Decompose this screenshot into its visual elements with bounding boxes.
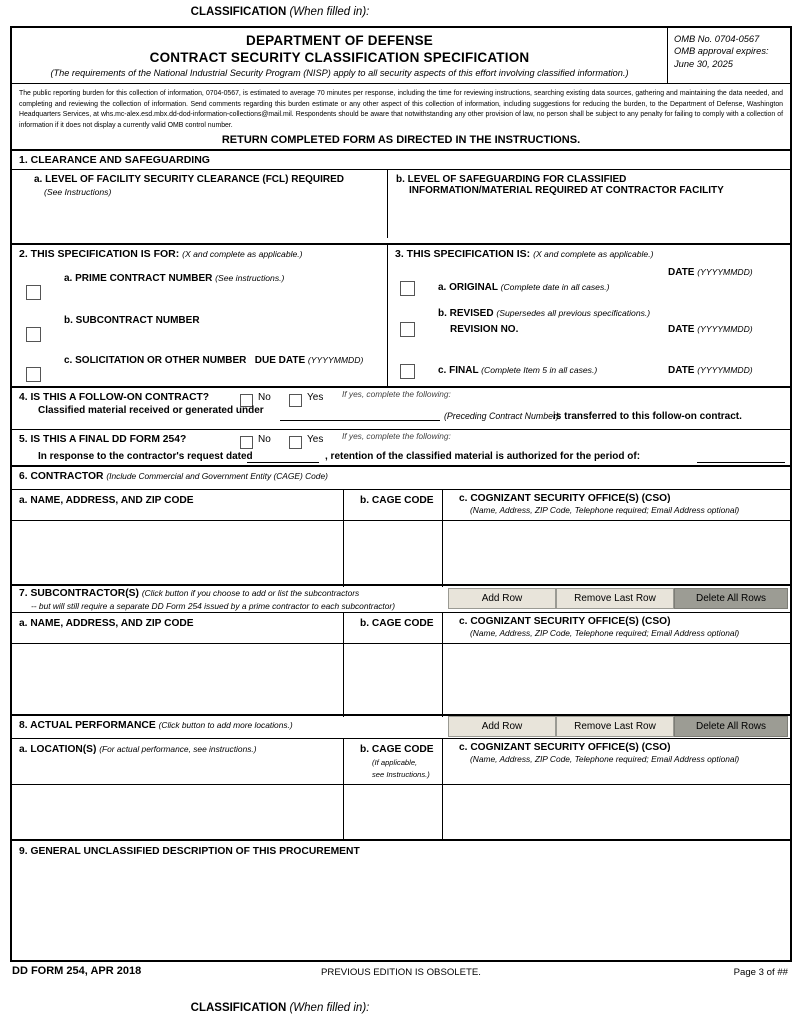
section-8 [12,716,790,841]
follow-on-yes-checkbox[interactable] [289,392,302,410]
section-8-col-b-header: b. CAGE CODE [360,743,434,755]
contractor-cage-code-field[interactable] [344,521,442,587]
subcontractor-name-address-field[interactable] [12,644,343,717]
form-body [10,26,792,962]
performance-location-field[interactable] [12,785,343,841]
contractor-cso-field[interactable] [443,521,790,587]
section-1b-label: b. LEVEL OF SAFEGUARDING FOR CLASSIFIED [396,173,627,185]
section-8-delete-all-rows-button[interactable]: Delete All Rows [674,716,788,737]
form-footer [10,965,792,985]
form-title-block [12,28,668,83]
section-8-header [12,716,790,739]
procurement-description-field[interactable] [12,861,790,962]
section-6-header [12,467,790,490]
section-4-trailing: is transferred to this follow-on contract. [553,410,742,422]
section-2-title-note: (X and complete as applicable.) [182,248,303,259]
section-7-add-row-button[interactable]: Add Row [448,588,556,609]
section-1b-label-line2: INFORMATION/MATERIAL REQUIRED AT CONTRACTOR FACILITY [409,184,724,196]
agency-name: DEPARTMENT OF DEFENSE [246,33,433,48]
section-4 [12,388,790,430]
section-1a-fcl-level[interactable] [12,170,388,238]
section-3c-date-label: DATE (YYYYMMDD) [668,364,753,376]
section-7-col-b-header: b. CAGE CODE [360,617,434,629]
classification-label-bottom: CLASSIFICATION [190,1002,287,1014]
section-4-if-yes-note: If yes, complete the following: [342,388,451,399]
solicitation-checkbox[interactable] [26,367,41,387]
final-254-no-label: No [258,433,271,445]
section-8-col-b-note1: (If applicable, [372,757,418,767]
preceding-contract-note: (Preceding Contract Number) [444,410,559,421]
classification-note: (When filled in): [289,6,370,18]
section-8-col-a-note: (For actual performance, see instructions.) [99,743,257,754]
section-7-remove-last-row-button[interactable]: Remove Last Row [556,588,674,609]
section-1 [12,151,790,245]
form-id: DD FORM 254, APR 2018 [12,965,142,977]
section-8-col-a-header: a. LOCATION(S) (For actual performance, see instructions.) [19,743,257,755]
section-8-col-c-note: (Name, Address, ZIP Code, Telephone required; Email Address optional) [470,753,740,764]
section-3-title: 3. THIS SPECIFICATION IS: (X and complete as applicable.) [395,247,654,260]
section-3c-label: c. FINAL (Complete Item 5 in all cases.) [438,364,598,376]
follow-on-yes-label: Yes [307,391,324,403]
section-3b-date-label: DATE (YYYYMMDD) [668,323,753,335]
section-6-col-a-header: a. NAME, ADDRESS, AND ZIP CODE [19,494,194,506]
final-254-no-checkbox[interactable] [240,434,253,452]
section-2c-label: c. SOLICITATION OR OTHER NUMBER DUE DATE (YYYYMMDD) [64,354,364,366]
section-5-line2: In response to the contractor's request dated [38,450,253,462]
section-7 [12,586,790,716]
section-8-data-area [12,785,790,841]
section-8-remove-last-row-button[interactable]: Remove Last Row [556,716,674,737]
section-8-title-note: (Click button to add more locations.) [158,719,293,730]
return-instruction: RETURN COMPLETED FORM AS DIRECTED IN THE INSTRUCTIONS. [221,133,581,146]
section-2 [12,245,388,386]
burden-paragraph: The public reporting burden for this collection of information, 0704-0567, is estimated to average 70 minutes per response, including the time for reviewing instructions, searching existing data sources, gathering and maintaining the data needed, and completing and reviewing the collection of information. Send comments regarding this burden estimate or any other aspect of this collection of information, including suggestions for reducing the burden, to the Department of Defense, Washington Headquarters Services, at whs.mc-alex.esd.mbx.dd-dod-information-collections@mail.mil. Respondents should be aware that notwithstanding any other provision of law, no person shall be subject to any penalty for failing to comply with a collection of information if it does not display a currently valid OMB control number. [19,90,783,130]
section-3 [388,245,790,386]
section-7-button-bar [448,588,788,609]
final-checkbox[interactable] [400,364,415,384]
section-2-title: 2. THIS SPECIFICATION IS FOR: (X and complete as applicable.) [19,247,303,260]
final-254-yes-checkbox[interactable] [289,434,302,452]
section-2a-label: a. PRIME CONTRACT NUMBER (See instructions.) [64,272,285,284]
section-8-col-b-note2: see Instructions.) [372,769,430,779]
prime-contract-checkbox[interactable] [26,285,41,305]
section-1-title: 1. CLEARANCE AND SAFEGUARDING [19,153,210,166]
section-7-column-headers [12,613,790,644]
section-3a-label: a. ORIGINAL (Complete date in all cases.) [438,281,610,293]
revision-no-label: REVISION NO. [450,323,519,335]
classification-label: CLASSIFICATION [190,6,287,18]
request-date-field[interactable] [247,462,319,463]
section-2-3-row [12,245,790,388]
section-1-body [12,169,790,238]
section-9-title: 9. GENERAL UNCLASSIFIED DESCRIPTION OF THIS PROCUREMENT [19,845,360,857]
preceding-contract-number-field[interactable] [280,420,440,421]
section-1a-note: (See Instructions) [44,186,112,197]
section-4-line2: Classified material received or generated under [38,404,264,416]
section-6 [12,467,790,586]
section-7-header [12,586,790,613]
burden-statement [12,84,790,151]
classification-header-bottom [0,1002,560,1014]
section-5 [12,430,790,467]
section-8-column-headers [12,739,790,785]
section-8-button-bar [448,716,788,737]
classification-header-top [0,6,560,18]
omb-expires-label: OMB approval expires: [674,46,769,57]
classification-note-bottom: (When filled in): [289,1002,370,1014]
section-6-col-c-header: c. COGNIZANT SECURITY OFFICE(S) (CSO) [459,492,671,504]
performance-cso-field[interactable] [443,785,790,841]
section-6-column-headers [12,490,790,521]
section-7-col-c-header: c. COGNIZANT SECURITY OFFICE(S) (CSO) [459,615,671,627]
section-7-title-note2: -- but will still require a separate DD Form 254 issued by a prime contractor to each subcontractor) [31,600,395,611]
page-number: Page 3 of ## [733,967,788,978]
subcontractor-cso-field[interactable] [443,644,790,717]
section-7-title-note: (Click button if you choose to add or list the subcontractors [141,587,360,598]
form-title-band [12,28,790,84]
section-8-col-c-header: c. COGNIZANT SECURITY OFFICE(S) (CSO) [459,741,671,753]
section-4-title: 4. IS THIS A FOLLOW-ON CONTRACT? [19,391,210,403]
omb-expires-date: June 30, 2025 [674,58,733,69]
previous-edition-note: PREVIOUS EDITION IS OBSOLETE. [321,967,481,978]
final-254-yes-label: Yes [307,433,324,445]
subcontractor-cage-code-field[interactable] [344,644,442,717]
section-5-title: 5. IS THIS A FINAL DD FORM 254? [19,433,187,445]
performance-cage-code-field[interactable] [344,785,442,841]
section-6-title: 6. CONTRACTOR (Include Commercial and Government Entity (CAGE) Code) [19,470,328,482]
section-3b-label: b. REVISED (Supersedes all previous specifications.) [438,307,651,319]
page-title: CONTRACT SECURITY CLASSIFICATION SPECIFICATION [149,50,530,65]
omb-number: OMB No. 0704-0567 [674,34,760,44]
section-7-data-area [12,644,790,717]
section-3a-date-label: DATE (YYYYMMDD) [668,266,753,278]
contractor-name-address-field[interactable] [12,521,343,587]
section-8-title: 8. ACTUAL PERFORMANCE (Click button to add more locations.) [19,719,293,731]
section-7-delete-all-rows-button[interactable]: Delete All Rows [674,588,788,609]
section-7-col-c-note: (Name, Address, ZIP Code, Telephone required; Email Address optional) [470,627,740,638]
section-8-add-row-button[interactable]: Add Row [448,716,556,737]
section-5-line2-tail: , retention of the classified material is authorized for the period of: [325,450,641,462]
omb-block [668,28,790,83]
section-9 [12,841,790,962]
original-checkbox[interactable] [400,281,415,301]
follow-on-no-label: No [258,391,271,403]
section-3-title-note: (X and complete as applicable.) [533,248,654,259]
section-2b-label: b. SUBCONTRACT NUMBER [64,314,200,326]
section-6-data-area [12,521,790,587]
section-7-col-a-header: a. NAME, ADDRESS, AND ZIP CODE [19,617,194,629]
subcontract-checkbox[interactable] [26,327,41,347]
section-6-col-c-note: (Name, Address, ZIP Code, Telephone required; Email Address optional) [470,504,740,515]
revised-checkbox[interactable] [400,322,415,342]
section-1b-safeguarding-level[interactable] [388,170,790,238]
section-1a-label: a. LEVEL OF FACILITY SECURITY CLEARANCE (FCL) REQUIRED [34,173,345,185]
section-6-title-note: (Include Commercial and Government Entity (CAGE) Code) [106,470,328,481]
section-5-if-yes-note: If yes, complete the following: [342,430,451,441]
title-subtitle: (The requirements of the National Industrial Security Program (NISP) apply to all security aspects of this effort involving classified information.) [50,68,629,78]
retention-period-field[interactable] [697,462,785,463]
section-6-col-b-header: b. CAGE CODE [360,494,434,506]
section-7-title: 7. SUBCONTRACTOR(S) (Click button if you choose to add or list the subcontractors -- but will still require a separate DD Form 254 issued by a prime contractor to each subcontractor) [19,587,395,611]
